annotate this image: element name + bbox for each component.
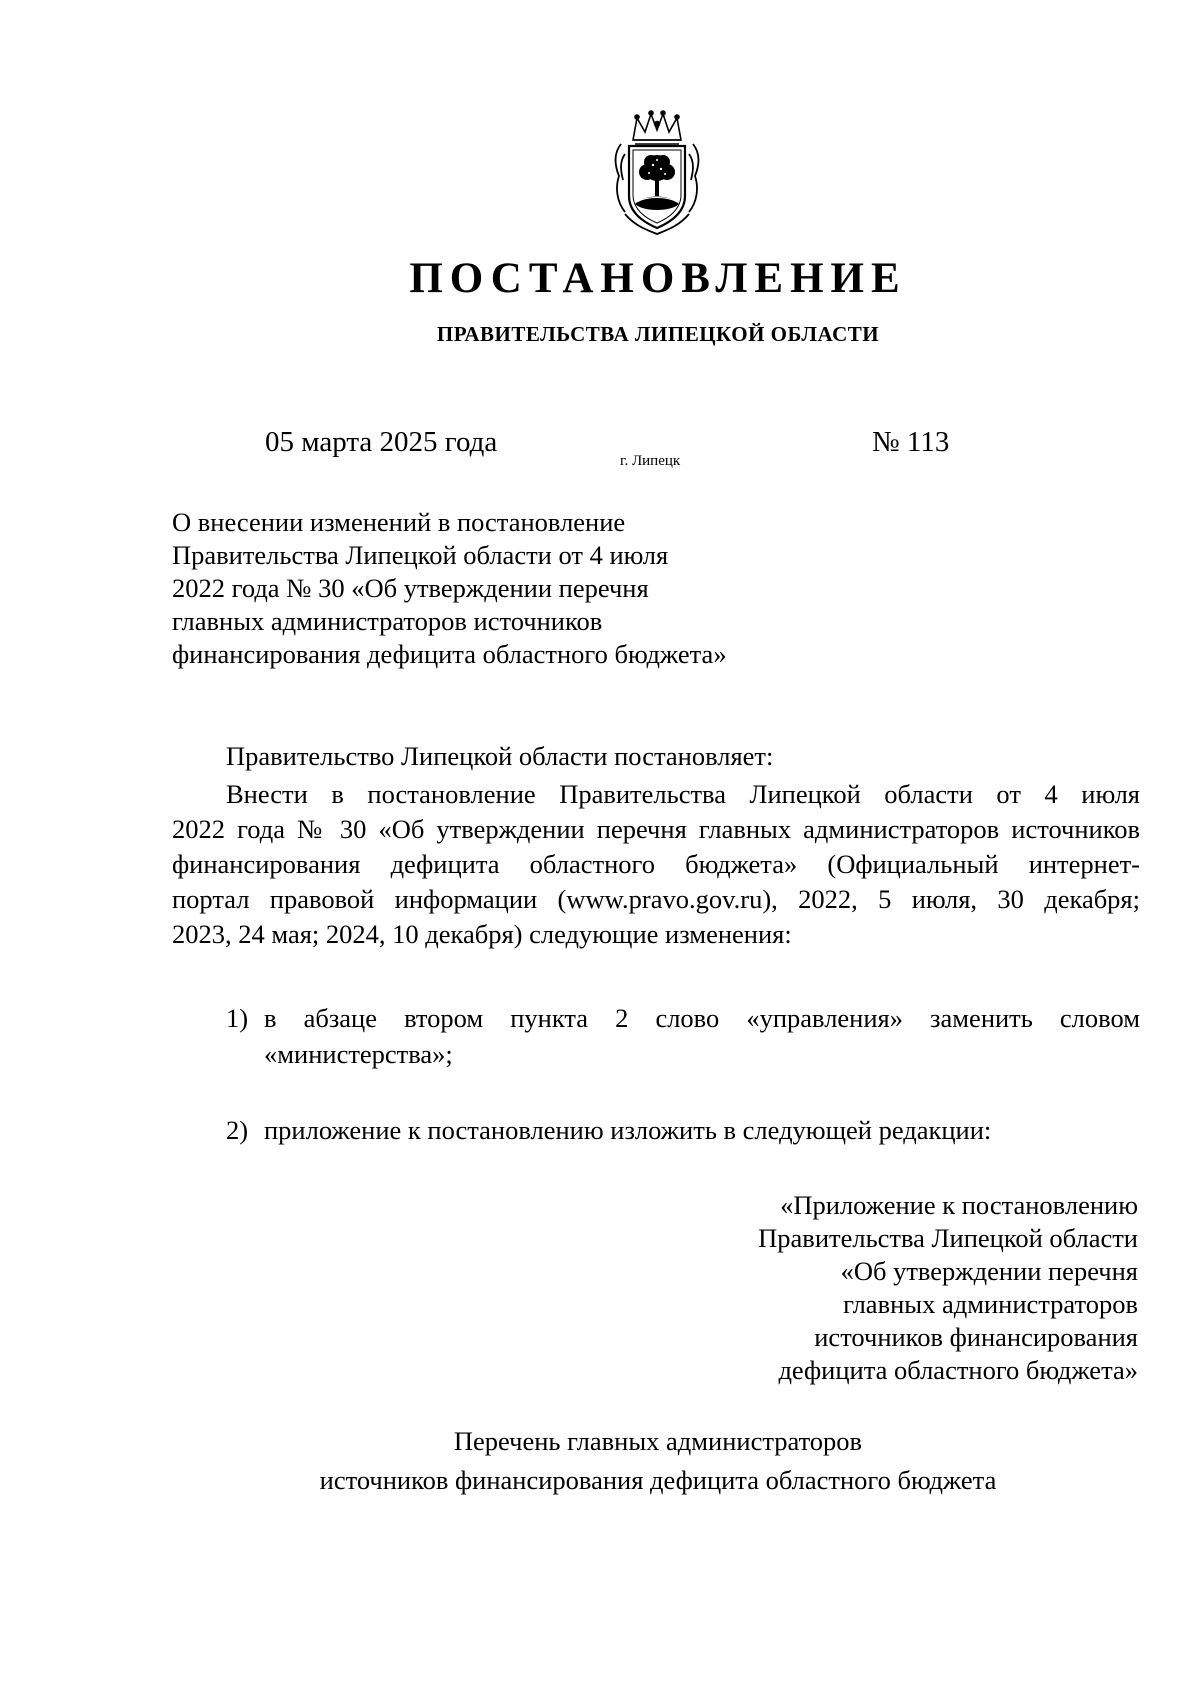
list-item bbox=[226, 1000, 1140, 1072]
appendix-line: Правительства Липецкой области bbox=[758, 1223, 1138, 1253]
heading-line: главных администраторов источников bbox=[172, 606, 603, 636]
appendix-line: источников финансирования bbox=[814, 1322, 1138, 1352]
list-item-line: «министерства»; bbox=[264, 1039, 453, 1069]
list-title bbox=[0, 1422, 1200, 1500]
body-main-paragraph bbox=[172, 777, 1140, 952]
document-heading bbox=[172, 506, 727, 671]
paragraph-line: финансирования дефицита областного бюджета» (Официальный интернет- bbox=[172, 849, 1140, 879]
document-date: 05 марта 2025 года bbox=[265, 426, 498, 458]
body-lead-paragraph: Правительство Липецкой области постановляет: bbox=[226, 741, 774, 771]
paragraph-line: 2023, 24 мая; 2024, 10 декабря) следующие изменения: bbox=[172, 919, 792, 949]
list-item-number: 2) bbox=[226, 1115, 249, 1145]
list-item-number: 1) bbox=[226, 1003, 249, 1033]
appendix-reference bbox=[758, 1189, 1138, 1387]
document-subtitle: ПРАВИТЕЛЬСТВА ЛИПЕЦКОЙ ОБЛАСТИ bbox=[436, 322, 880, 346]
document-city: г. Липецк bbox=[620, 453, 681, 469]
paragraph-line: 2022 года № 30 «Об утверждении перечня главных администраторов источников bbox=[172, 814, 1140, 844]
list-title-line: Перечень главных администраторов bbox=[453, 1426, 863, 1456]
heading-line: финансирования дефицита областного бюджета» bbox=[172, 639, 727, 669]
paragraph-line: портал правовой информации (www.pravo.gov.ru), 2022, 5 июля, 30 декабря; bbox=[172, 884, 1140, 914]
document-title: ПОСТАНОВЛЕНИЕ bbox=[409, 255, 907, 302]
appendix-line: дефицита областного бюджета» bbox=[778, 1355, 1138, 1385]
coat-of-arms-icon bbox=[611, 110, 703, 236]
list-item bbox=[226, 1112, 1140, 1148]
list-title-line: источников финансирования дефицита областного бюджета bbox=[319, 1465, 997, 1495]
appendix-line: главных администраторов bbox=[843, 1289, 1138, 1319]
list-item-line: в абзаце втором пункта 2 слово «управления» заменить словом bbox=[264, 1003, 1140, 1033]
list-item-text bbox=[264, 1112, 1140, 1148]
list-item-line: приложение к постановлению изложить в следующей редакции: bbox=[264, 1115, 992, 1145]
appendix-line: «Об утверждении перечня bbox=[840, 1256, 1138, 1286]
paragraph-line: Внести в постановление Правительства Липецкой области от 4 июля bbox=[226, 779, 1140, 809]
heading-line: О внесении изменений в постановление bbox=[172, 507, 626, 537]
appendix-line: «Приложение к постановлению bbox=[780, 1190, 1138, 1220]
heading-line: 2022 года № 30 «Об утверждении перечня bbox=[172, 573, 649, 603]
document-number: № 113 bbox=[872, 426, 950, 458]
list-item-text bbox=[264, 1000, 1140, 1072]
heading-line: Правительства Липецкой области от 4 июля bbox=[172, 540, 669, 570]
